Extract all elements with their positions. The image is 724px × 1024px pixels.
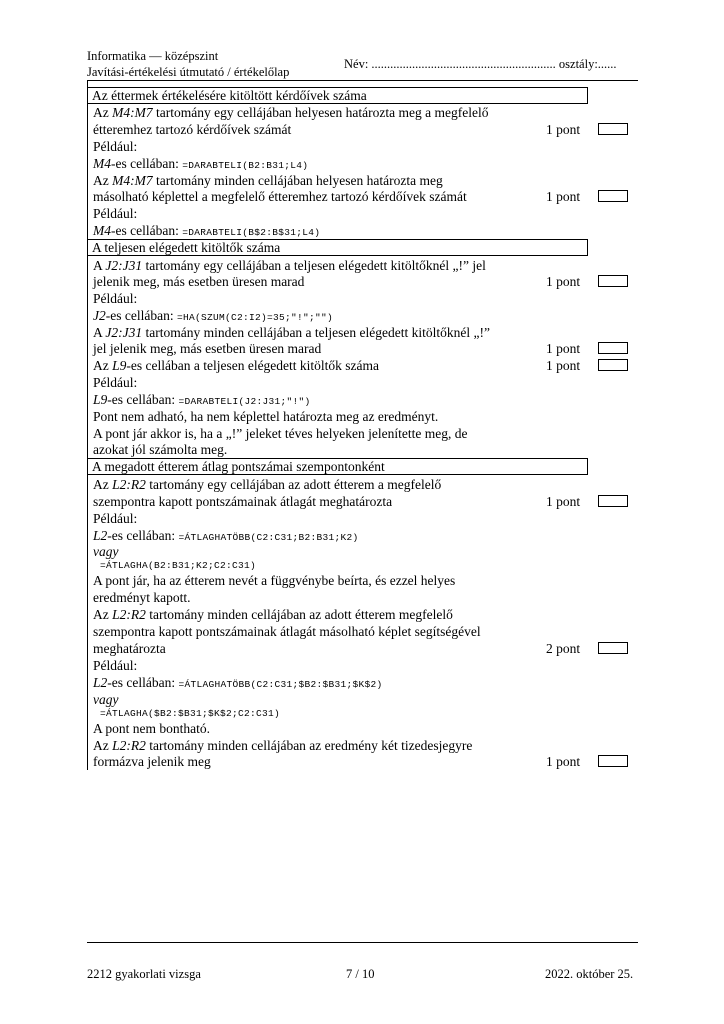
s2-example-label-1: Például:	[93, 291, 138, 306]
s3-formula-1-alt: =ÁTLAGHA(B2:B31;K2;C2:C31)	[100, 560, 257, 571]
s2-criterion-3-score-box[interactable]	[598, 359, 628, 371]
s3-formula-2-alt: =ÁTLAGHA($B2:$B31;$K$2;C2:C31)	[100, 708, 281, 719]
s1-criterion-1-line-2: étteremhez tartozó kérdőívek számát	[93, 122, 292, 137]
s2-example-label-3: Például:	[93, 375, 138, 390]
s2-criterion-1-line-2: jelenik meg, más esetben üresen marad	[93, 274, 305, 289]
s3-note-2: A pont nem bontható.	[93, 721, 210, 736]
s3-note-1-line-2: eredményt kapott.	[93, 590, 191, 605]
s3-example-2: L2-es cellában: =ÁTLAGHATÖBB(C2:C31;$B2:$B31;$K$2)	[93, 675, 383, 690]
s3-criterion-2-score-box[interactable]	[598, 642, 628, 654]
s2-criterion-1-line-1: A J2:J31 tartomány egy cellájában a teljesen elégedett kitöltőknél „!” jel	[93, 258, 486, 273]
s3-criterion-2-line-1: Az L2:R2 tartomány minden cellájában az adott étterem megfelelő	[93, 607, 453, 622]
s1-criterion-2-line-1: Az M4:M7 tartomány minden cellájában helyesen határozta meg	[93, 173, 443, 188]
left-margin-line-2	[87, 458, 88, 770]
section-title-fully-satisfied: A teljesen elégedett kitöltők száma	[87, 239, 588, 256]
s3-or-label-1: vagy	[93, 544, 119, 559]
section-title-questionnaire-count: Az éttermek értékelésére kitöltött kérdőívek száma	[87, 87, 588, 104]
s3-example-label-1: Például:	[93, 511, 138, 526]
left-margin-line-1	[87, 80, 88, 458]
s3-example-label-2: Például:	[93, 658, 138, 673]
s2-criterion-1-points: 1 pont	[546, 274, 581, 289]
header-rule	[87, 80, 638, 81]
s2-note-2-line-1: A pont jár akkor is, ha a „!” jeleket téves helyeken jelenítette meg, de	[93, 426, 468, 441]
s3-criterion-2-points: 2 pont	[546, 641, 581, 656]
s2-note-1: Pont nem adható, ha nem képlettel határozta meg az eredményt.	[93, 409, 439, 424]
s1-criterion-1-score-box[interactable]	[598, 123, 628, 135]
s1-formula-1: =DARABTELI(B2:B31;L4)	[182, 160, 309, 171]
footer-exam-id: 2212 gyakorlati vizsga	[87, 967, 201, 981]
s2-criterion-2-score-box[interactable]	[598, 342, 628, 354]
s1-example-label-1: Például:	[93, 139, 138, 154]
footer-page-number: 7 / 10	[346, 967, 375, 981]
s1-criterion-2-points: 1 pont	[546, 189, 581, 204]
s3-formula-1: =ÁTLAGHATÖBB(C2:C31;B2:B31;K2)	[178, 532, 359, 543]
header-guide-title: Javítási-értékelési útmutató / értékelőlap	[87, 65, 290, 79]
s3-criterion-1-points: 1 pont	[546, 494, 581, 509]
s2-example-1: J2-es cellában: =HA(SZUM(C2:I2)=35;"!";"")	[93, 308, 333, 323]
footer-date: 2022. október 25.	[545, 967, 634, 981]
s3-note-1-line-1: A pont jár, ha az étterem nevét a függvénybe beírta, és ezzel helyes	[93, 573, 456, 588]
s2-criterion-1-score-box[interactable]	[598, 275, 628, 287]
s3-criterion-2-line-2: szempontra kapott pontszámainak átlagát másolható képlet segítségével	[93, 624, 481, 639]
s1-criterion-2-line-2: másolható képlettel a megfelelő étteremhez tartozó kérdőívek számát	[93, 189, 467, 204]
s3-example-1: L2-es cellában: =ÁTLAGHATÖBB(C2:C31;B2:B31;K2)	[93, 528, 359, 543]
s1-formula-2: =DARABTELI(B$2:B$31;L4)	[182, 227, 321, 238]
s3-criterion-1-line-1: Az L2:R2 tartomány egy cellájában az adott étterem a megfelelő	[93, 477, 442, 492]
s1-example-label-2: Például:	[93, 206, 138, 221]
s3-criterion-1-score-box[interactable]	[598, 495, 628, 507]
s1-example-1: M4-es cellában: =DARABTELI(B2:B31;L4)	[93, 156, 309, 171]
s3-criterion-3-points: 1 pont	[546, 754, 581, 769]
s3-formula-2: =ÁTLAGHATÖBB(C2:C31;$B2:$B31;$K$2)	[178, 679, 383, 690]
s2-criterion-2-line-1: A J2:J31 tartomány minden cellájában a teljesen elégedett kitöltőknél „!”	[93, 325, 490, 340]
s3-criterion-1-line-2: szempontra kapott pontszámainak átlagát meghatározta	[93, 494, 393, 509]
header-subject: Informatika — középszint	[87, 49, 219, 63]
s2-criterion-2-line-2: jel jelenik meg, más esetben üresen marad	[93, 341, 322, 356]
s2-criterion-3-line-1: Az L9-es cellában a teljesen elégedett kitöltők száma	[93, 358, 380, 373]
s2-formula-1: =HA(SZUM(C2:I2)=35;"!";"")	[176, 312, 333, 323]
s3-criterion-3-score-box[interactable]	[598, 755, 628, 767]
s3-or-label-2: vagy	[93, 692, 119, 707]
s2-formula-3: =DARABTELI(J2:J31;"!")	[178, 396, 311, 407]
s1-example-2: M4-es cellában: =DARABTELI(B$2:B$31;L4)	[93, 223, 321, 238]
s1-criterion-2-score-box[interactable]	[598, 190, 628, 202]
s2-note-2-line-2: azokat jól számolta meg.	[93, 442, 228, 457]
s1-criterion-1-line-1: Az M4:M7 tartomány egy cellájában helyesen határozta meg a megfelelő	[93, 105, 489, 120]
s3-criterion-3-line-2: formázva jelenik meg	[93, 754, 211, 769]
s2-example-3: L9-es cellában: =DARABTELI(J2:J31;"!")	[93, 392, 311, 407]
s3-criterion-3-line-1: Az L2:R2 tartomány minden cellájában az eredmény két tizedesjegyre	[93, 738, 473, 753]
s2-criterion-2-points: 1 pont	[546, 341, 581, 356]
s2-criterion-3-points: 1 pont	[546, 358, 581, 373]
section-title-average-scores: A megadott étterem átlag pontszámai szempontonként	[87, 458, 588, 475]
header-name-class-field: Név: ........................................................... osztály:......	[344, 57, 617, 71]
s1-criterion-1-points: 1 pont	[546, 122, 581, 137]
footer-rule	[87, 942, 638, 943]
s3-criterion-2-line-3: meghatározta	[93, 641, 166, 656]
